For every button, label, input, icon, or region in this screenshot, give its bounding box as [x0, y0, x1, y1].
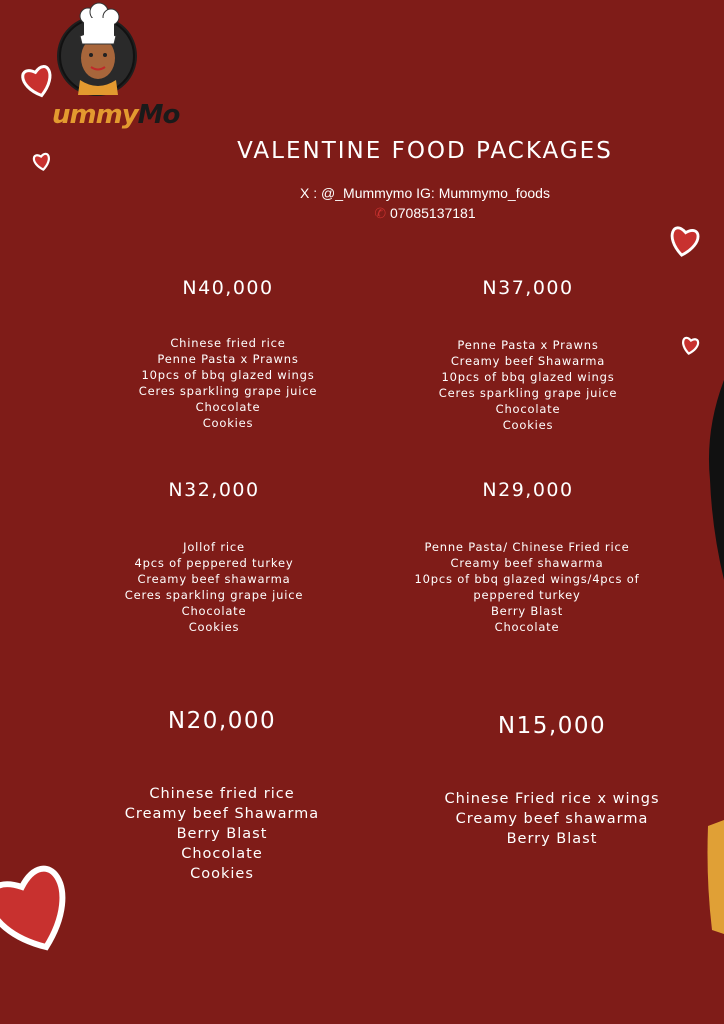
package-items: [84, 539, 344, 635]
heart-icon: [21, 65, 55, 99]
heart-icon: [0, 864, 80, 961]
package-item: Chinese Fried rice x wings: [444, 791, 660, 807]
package-item: 4pcs of peppered turkey: [134, 556, 294, 570]
package-items: [412, 789, 692, 849]
package-items: [398, 337, 658, 433]
package-item: Chocolate: [181, 846, 263, 862]
package-price: N20,000: [167, 708, 277, 734]
package-item: Cookies: [188, 620, 240, 634]
package-items: [386, 539, 668, 635]
logo-main: ummy: [52, 100, 138, 130]
package-item: Ceres sparkling grape juice: [438, 386, 618, 400]
package-item: Cookies: [190, 866, 254, 882]
edge-shape-orange: [708, 820, 724, 934]
package-item: Berry Blast: [490, 604, 564, 618]
phone-line: [350, 205, 500, 222]
package-item: 10pcs of bbq glazed wings: [441, 370, 615, 384]
page-title: VALENTINE FOOD PACKAGES: [237, 138, 613, 164]
socials-line: X : @_Mummymo IG: Mummymo_foods: [300, 185, 550, 201]
edge-shape: [709, 380, 724, 580]
package-item: Chocolate: [195, 400, 261, 414]
phone-icon: ✆: [374, 205, 387, 221]
package-item: Penne Pasta/ Chinese Fried rice: [424, 540, 630, 554]
brand-logo-text: [52, 100, 179, 130]
package-item: Penne Pasta x Prawns: [157, 352, 299, 366]
package-items: [82, 784, 362, 884]
package-price: N15,000: [497, 713, 607, 739]
package-item: Berry Blast: [506, 831, 598, 847]
package-items: [98, 335, 358, 431]
package-item: Jollof rice: [183, 540, 245, 554]
package-item: Chinese fried rice: [170, 336, 286, 350]
package-price: N37,000: [482, 277, 574, 299]
package-item: peppered turkey: [473, 588, 581, 602]
package-item: Penne Pasta x Prawns: [457, 338, 599, 352]
package-price: N32,000: [168, 479, 260, 501]
package-item: 10pcs of bbq glazed wings: [141, 368, 315, 382]
package-item: Berry Blast: [176, 826, 268, 842]
package-item: Chocolate: [494, 620, 560, 634]
heart-icon: [681, 337, 698, 355]
package-item: Cookies: [202, 416, 254, 430]
package-item: Creamy beef Shawarma: [450, 354, 606, 368]
package-item: 10pcs of bbq glazed wings/4pcs of: [414, 572, 640, 586]
package-item: Ceres sparkling grape juice: [124, 588, 304, 602]
heart-icon: [33, 153, 50, 171]
package-item: Creamy beef shawarma: [455, 811, 649, 827]
package-price: N29,000: [482, 479, 574, 501]
package-item: Ceres sparkling grape juice: [138, 384, 318, 398]
chef-avatar-icon: [57, 3, 137, 96]
package-price: N40,000: [182, 277, 274, 299]
phone-number: 07085137181: [389, 205, 476, 221]
package-item: Creamy beef shawarma: [137, 572, 291, 586]
package-item: Chocolate: [495, 402, 561, 416]
package-item: Chinese fried rice: [149, 786, 295, 802]
heart-icon: [669, 227, 699, 257]
package-item: Creamy beef shawarma: [450, 556, 604, 570]
logo-end: Mo: [137, 100, 180, 130]
package-item: Cookies: [502, 418, 554, 432]
package-item: Chocolate: [181, 604, 247, 618]
package-item: Creamy beef Shawarma: [124, 806, 320, 822]
